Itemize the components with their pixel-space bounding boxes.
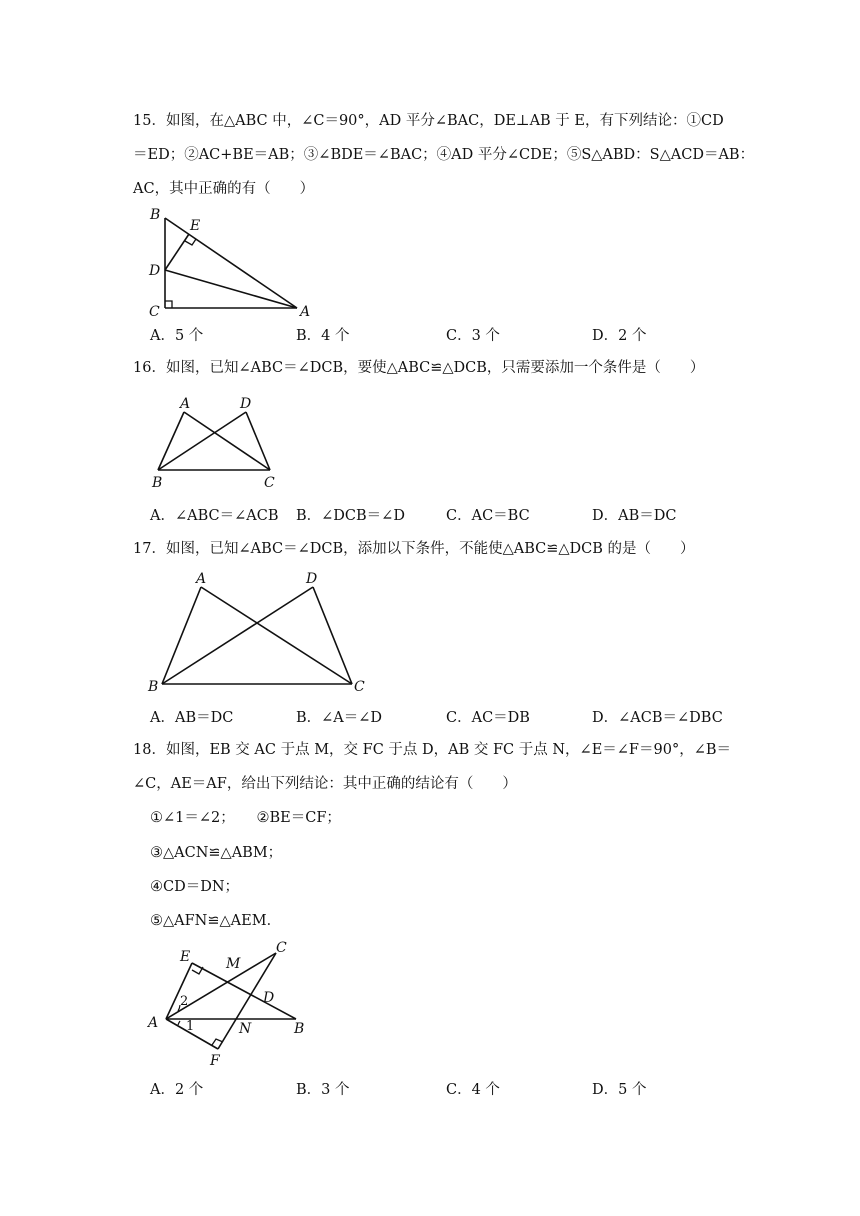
label-A: A	[300, 304, 311, 320]
label-C: C	[264, 475, 275, 490]
label-D: D	[149, 263, 161, 279]
label-F: F	[210, 1053, 220, 1069]
q15-figure	[140, 200, 320, 320]
label-D: D	[306, 571, 318, 587]
q15-option-d[interactable]: D．2 个	[592, 328, 647, 344]
angle-2-label: 2	[180, 994, 189, 1009]
q18-conclusion-4: ④CD＝DN；	[150, 879, 240, 895]
q18-option-d[interactable]: D．5 个	[592, 1082, 647, 1098]
label-B: B	[150, 207, 161, 223]
q18-conclusion-3: ③△ACN≌△ABM；	[150, 845, 283, 861]
label-C: C	[149, 304, 160, 320]
q17-option-b[interactable]: B．∠A＝∠D	[296, 710, 383, 726]
q18-option-b[interactable]: B．3 个	[296, 1082, 350, 1098]
q17-option-d[interactable]: D．∠ACB＝∠DBC	[592, 710, 723, 726]
label-D: D	[263, 990, 275, 1006]
q17-text: 17．如图，已知∠ABC＝∠DCB，添加以下条件，不能使△ABC≌△DCB 的是（ ）	[133, 541, 695, 557]
q18-text-line-2: ∠C，AE＝AF，给出下列结论：其中正确的结论有（ ）	[133, 776, 517, 792]
q18-option-a[interactable]: A．2 个	[150, 1082, 204, 1098]
q16-option-a[interactable]: A．∠ABC＝∠ACB	[150, 508, 279, 524]
q16-text: 16．如图，已知∠ABC＝∠DCB，要使△ABC≌△DCB，只需要添加一个条件是（ ）	[133, 360, 705, 376]
label-D: D	[240, 396, 252, 412]
q15-option-a[interactable]: A．5 个	[150, 328, 204, 344]
q17-option-a[interactable]: A．AB＝DC	[150, 710, 234, 726]
label-C: C	[276, 940, 287, 956]
label-A: A	[196, 571, 207, 587]
q18-text-line-1: 18．如图，EB 交 AC 于点 M，交 FC 于点 D，AB 交 FC 于点 N，∠E＝∠F＝90°，∠B＝	[133, 742, 732, 758]
q18-figure	[140, 935, 320, 1070]
label-E: E	[190, 218, 201, 234]
q16-option-c[interactable]: C．AC＝BC	[446, 508, 530, 524]
label-A: A	[148, 1015, 159, 1031]
q18-conclusion-5: ⑤△AFN≌△AEM．	[150, 913, 282, 929]
label-A: A	[180, 396, 191, 412]
q16-option-b[interactable]: B．∠DCB＝∠D	[296, 508, 405, 524]
label-C: C	[354, 679, 365, 695]
label-B: B	[152, 475, 163, 490]
angle-1-label: 1	[186, 1019, 195, 1034]
q15-text-line-3: AC，其中正确的有（ ）	[133, 181, 315, 197]
label-B: B	[294, 1021, 305, 1037]
q16-option-d[interactable]: D．AB＝DC	[592, 508, 677, 524]
q18-option-c[interactable]: C．4 个	[446, 1082, 500, 1098]
label-N: N	[239, 1021, 252, 1037]
q17-option-c[interactable]: C．AC＝DB	[446, 710, 530, 726]
label-B: B	[148, 679, 159, 695]
q15-text-line-2: ＝ED；②AC+BE＝AB；③∠BDE＝∠BAC；④AD 平分∠CDE；⑤S△ABD：S△ACD＝AB：	[133, 147, 755, 163]
q16-figure	[140, 390, 290, 490]
q17-figure	[140, 565, 380, 700]
q18-conclusion-1-2: ①∠1＝∠2； ②BE＝CF；	[150, 810, 341, 826]
q15-text-line-1: 15．如图，在△ABC 中，∠C＝90°，AD 平分∠BAC，DE⊥AB 于 E，有下列结论：①CD	[133, 113, 724, 129]
label-M: M	[226, 956, 241, 972]
q15-option-b[interactable]: B．4 个	[296, 328, 350, 344]
label-E: E	[180, 949, 191, 965]
q15-option-c[interactable]: C．3 个	[446, 328, 500, 344]
